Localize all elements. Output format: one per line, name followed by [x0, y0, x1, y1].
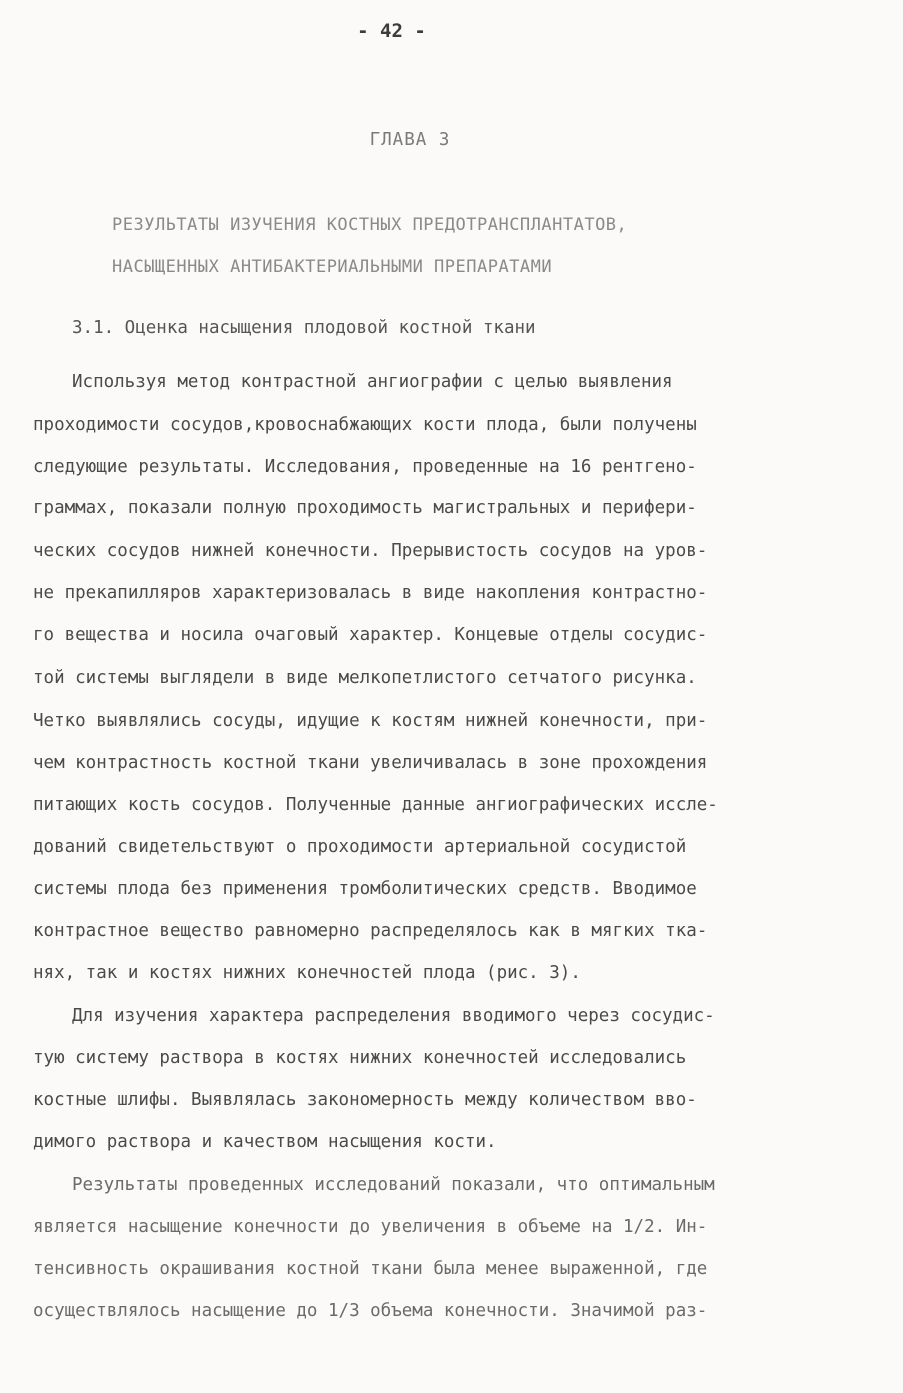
text-line: костные шлифы. Выявлялась закономерность между количеством вво-	[33, 1090, 697, 1110]
chapter-title-line: НАСЫЩЕННЫХ АНТИБАКТЕРИАЛЬНЫМИ ПРЕПАРАТАМИ	[112, 257, 553, 277]
text-line: димого раствора и качеством насыщения кости.	[33, 1132, 497, 1152]
chapter-title-line: РЕЗУЛЬТАТЫ ИЗУЧЕНИЯ КОСТНЫХ ПРЕДОТРАНСПЛАНТАТОВ,	[112, 215, 628, 235]
text-line: Используя метод контрастной ангиографии с целью выявления	[72, 372, 673, 392]
text-line: Для изучения характера распределения вводимого через сосудис-	[72, 1006, 715, 1026]
text-line: тенсивность окрашивания костной ткани была менее выраженной, где	[33, 1259, 708, 1279]
chapter-label: ГЛАВА 3	[369, 130, 451, 150]
text-line: тую систему раствора в костях нижних конечностей исследовались	[33, 1048, 687, 1068]
text-line: Результаты проведенных исследований показали, что оптимальным	[72, 1175, 715, 1195]
text-line: Четко выявлялись сосуды, идущие к костям нижней конечности, при-	[33, 711, 708, 731]
text-line: контрастное вещество равномерно распределялось как в мягких тка-	[33, 921, 708, 941]
text-line: питающих кость сосудов. Полученные данные ангиографических иссле-	[33, 795, 718, 815]
text-line: системы плода без применения тромболитических средств. Вводимое	[33, 879, 697, 899]
text-line: дований свидетельствуют о проходимости артериальной сосудистой	[33, 837, 687, 857]
text-line: той системы выглядели в виде мелкопетлистого сетчатого рисунка.	[33, 668, 697, 688]
text-line: чем контрастность костной ткани увеличивалась в зоне прохождения	[33, 753, 708, 773]
section-heading: 3.1. Оценка насыщения плодовой костной ткани	[72, 318, 536, 338]
text-line: осуществлялось насыщение до 1/3 объема конечности. Значимой раз-	[33, 1301, 708, 1321]
text-line: следующие результаты. Исследования, проведенные на 16 рентгено-	[33, 457, 697, 477]
page-number: - 42 -	[357, 20, 426, 42]
text-line: ческих сосудов нижней конечности. Прерывистость сосудов на уров-	[33, 541, 708, 561]
text-line: граммах, показали полную проходимость магистральных и перифери-	[33, 498, 697, 518]
text-line: нях, так и костях нижних конечностей плода (рис. 3).	[33, 963, 581, 983]
text-line: является насыщение конечности до увеличения в объеме на 1/2. Ин-	[33, 1217, 708, 1237]
text-line: го вещества и носила очаговый характер. Концевые отделы сосудис-	[33, 625, 708, 645]
text-line: не прекапилляров характеризовалась в виде накопления контрастно-	[33, 583, 708, 603]
text-line: проходимости сосудов,кровоснабжающих кости плода, были получены	[33, 415, 697, 435]
